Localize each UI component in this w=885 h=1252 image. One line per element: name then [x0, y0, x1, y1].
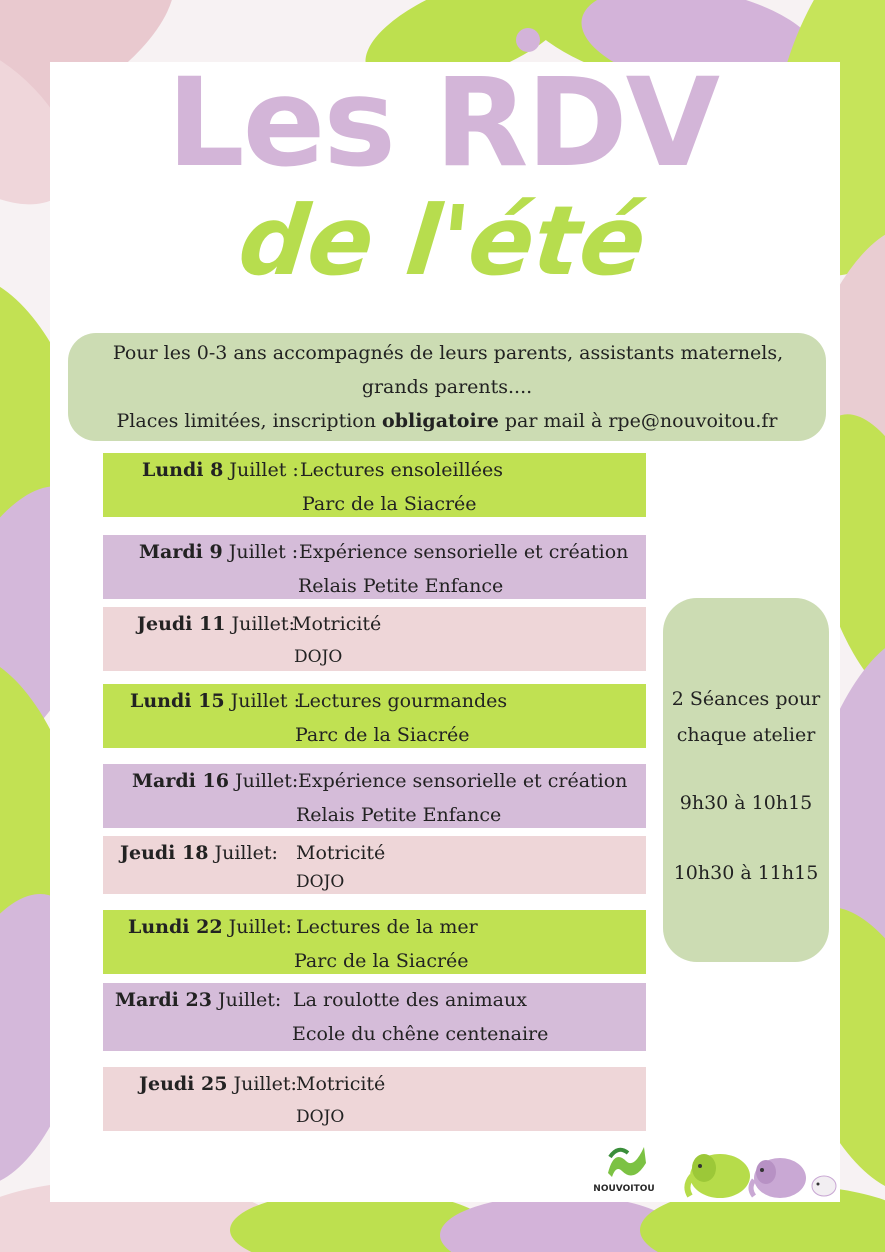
sessions-line-2: chaque atelier	[676, 724, 816, 746]
event-month: Juillet:	[217, 989, 282, 1011]
event-activity: Expérience sensorielle et création	[299, 541, 629, 563]
event-activity: La roulotte des animaux	[293, 989, 527, 1011]
intro-line-2: grands parents....	[361, 376, 533, 398]
event-day: Jeudi 25	[139, 1073, 228, 1095]
elephants-illustration-icon	[684, 1142, 840, 1202]
event-row	[103, 535, 646, 599]
title-line-2: de l'été	[233, 185, 652, 297]
intro-box	[68, 333, 826, 441]
event-location: DOJO	[296, 1107, 345, 1127]
event-month: Juillet :	[228, 541, 299, 563]
event-day: Jeudi 11	[137, 613, 226, 635]
event-location: Ecole du chêne centenaire	[292, 1023, 549, 1045]
event-location: DOJO	[294, 647, 343, 667]
event-day: Jeudi 18	[120, 842, 209, 864]
event-activity: Motricité	[296, 842, 386, 864]
event-activity: Lectures gourmandes	[297, 690, 508, 712]
event-row	[103, 983, 646, 1051]
intro-text-bold: obligatoire	[382, 410, 499, 432]
event-month: Juillet:	[228, 916, 292, 938]
event-row	[103, 764, 646, 828]
event-row	[103, 910, 646, 974]
nouvoitou-logo-text: NOUVOITOU	[593, 1184, 655, 1194]
event-month: Juillet:	[231, 613, 295, 635]
session-slot-1: 9h30 à 10h15	[679, 792, 813, 814]
event-day: Lundi 15	[130, 690, 225, 712]
event-month: Juillet:	[234, 770, 299, 792]
nouvoitou-logo-icon	[604, 1143, 648, 1183]
event-activity: Motricité	[296, 1073, 386, 1095]
event-location: DOJO	[296, 872, 345, 892]
session-slot-2: 10h30 à 11h15	[673, 862, 819, 884]
intro-text-before: Places limitées, inscription	[116, 410, 383, 432]
sessions-box	[663, 598, 829, 962]
event-day: Mardi 16	[132, 770, 229, 792]
event-row	[103, 1067, 646, 1131]
event-activity: Expérience sensorielle et création	[298, 770, 628, 792]
event-location: Parc de la Siacrée	[302, 493, 477, 515]
event-activity: Motricité	[292, 613, 382, 635]
intro-line-3	[68, 404, 826, 438]
event-month: Juillet:	[214, 842, 278, 864]
event-location: Parc de la Siacrée	[295, 724, 470, 746]
event-row	[103, 453, 646, 517]
elephant-purple	[751, 1158, 806, 1198]
event-month: Juillet:	[233, 1073, 297, 1095]
event-location: Relais Petite Enfance	[296, 804, 502, 826]
event-month: Juillet :	[230, 690, 300, 712]
sessions-line-1: 2 Séances pour	[671, 688, 821, 710]
event-activity: Lectures ensoleillées	[300, 459, 503, 481]
title-line-1: Les RDV	[166, 52, 719, 194]
event-row	[103, 836, 646, 894]
event-row	[103, 607, 646, 671]
event-day: Mardi 9	[139, 541, 223, 563]
event-activity: Lectures de la mer	[296, 916, 478, 938]
intro-text-after: par mail à rpe@nouvoitou.fr	[498, 410, 778, 432]
event-day: Mardi 23	[115, 989, 212, 1011]
event-day: Lundi 8	[142, 459, 224, 481]
intro-line-1: Pour les 0-3 ans accompagnés de leurs parents, assistants maternels,	[112, 342, 784, 364]
event-month: Juillet :	[229, 459, 299, 481]
event-day: Lundi 22	[128, 916, 223, 938]
event-location: Relais Petite Enfance	[298, 575, 504, 597]
elephant-small	[812, 1176, 836, 1196]
event-row	[103, 684, 646, 748]
event-location: Parc de la Siacrée	[294, 950, 469, 972]
elephant-green	[687, 1154, 750, 1198]
